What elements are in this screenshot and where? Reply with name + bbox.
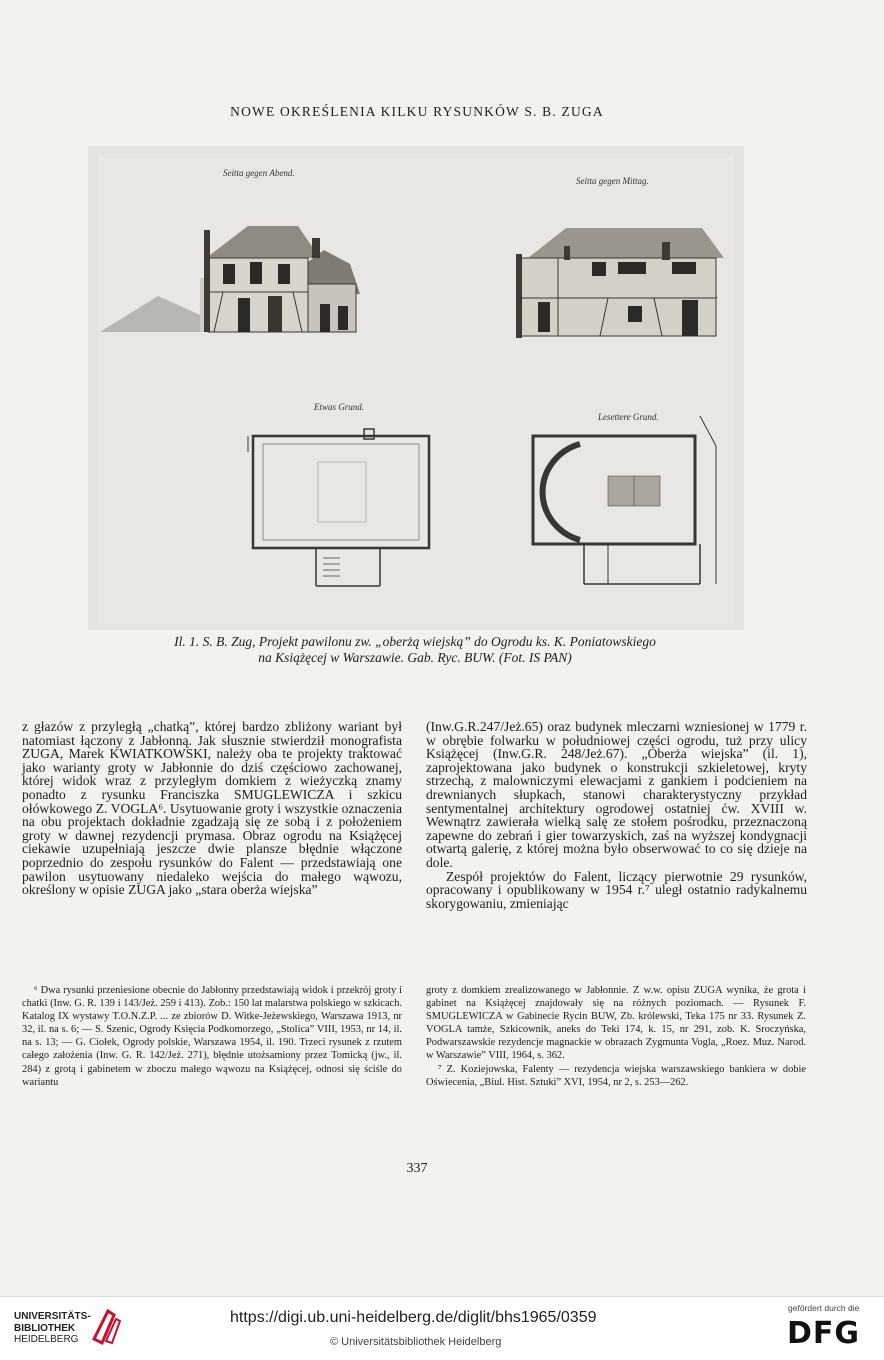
- running-head: NOWE OKREŚLENIA KILKU RYSUNKÓW S. B. ZUGA: [230, 104, 604, 119]
- dfg-logo[interactable]: DFG: [787, 1316, 861, 1351]
- footnote-7: ⁷ Z. Koziejowska, Falenty — rezydencja wiejska warszawskiego bankiera w dobie Oświecenia, „Biul. Hist. Sztuki” XVI, 1954, nr 2, s. 253—262.: [426, 1063, 806, 1088]
- body-column-left: [22, 720, 402, 897]
- paragraph: (Inw.G.R.247/Jeż.65) oraz budynek mleczarni wzniesionej w 1779 r. w obrębie folwarku w południowej części ogrodu, tuż przy ulicy Książęcej (Inw.G.R. 248/Jeż.67). „Oberża wiejska” (il. 1), zaprojektowana jako budynek o konstrukcji szkieletowej, kryty strzechą, z malowniczymi elewacjami z gankiem i podcieniem na drewnianych słupkach, stanowi charakterystyczny przykład sentymentalnej architektury ogrodowej ostatniej ćw. XVIII w. Wewnątrz zawierała wielką salę ze stołem pośrodku, przeznaczoną zapewne do zebrań i gier towarzyskich, zaś na wyższej kondygnacji otwartą galerię, z której można było obserwować to co się dzieje na dole.: [426, 719, 807, 870]
- caption-line-1: Il. 1. S. B. Zug, Projekt pawilonu zw. „oberżą wiejską” do Ogrodu ks. K. Poniatowskiego: [174, 634, 656, 649]
- footnotes-right: [426, 984, 806, 1089]
- library-line-2: BIBLIOTHEK: [14, 1322, 76, 1334]
- footnote-6: ⁶ Dwa rysunki przeniesione obecnie do Jabłonny przedstawiają widok i przekrój groty i chatki (Inw. G. R. 139 i 143/Jeż. 259 i 413). Zob.: 150 lat malarstwa polskiego w szkicach. Katalog IX wystawy T.O.N.Z.P. ... ze zbiorów D. Witke-Jeżewskiego, Warszawa 1913, nr 32, il. na s. 6; — S. Szenic, Ogrody Księcia Podkomorzego, „Stolica” VIII, 1953, nr 14, il. na s. 13; — G. Ciołek, Ogrody polskie, Warszawa 1954, il. 190. Trzeci rysunek z rzutem całego założenia (Inw. G. R. 142/Jeż. 271), błędnie utożsamiony przez Tomicką (jw., il. 284) z grotą i gabinetem w zboczu małego wąwozu na Książęcej, odnosi się ściśle do wariantu: [22, 985, 402, 1088]
- label-top-right: Seitta gegen Mittag.: [576, 176, 649, 186]
- figure-architectural-drawing: [88, 146, 744, 630]
- footnotes-left: [22, 984, 402, 1089]
- paragraph: z głazów z przyległą „chatką”, której bardzo zbliżony wariant był natomiast łączony z Jabłonną. Jak słusznie stwierdził monografista ZUGA, Marek KWIATKOWSKI, należy oba te projekty traktować jako warianty groty w Jabłonnie do dziś częściowo zachowanej, której widok wraz z przyległym domkiem z wieżyczką znamy ponadto z rysunku Franciszka SMUGLEWICZA i szkicu ołówkowego Z. VOGLA⁶. Usytuowanie groty i wszystkie oznaczenia na obu projektach dokładnie zgadzają się ze sobą i z położeniem groty w dawnej rezydencji prymasa. Obraz ogrodu na Książęcej ciekawie uzupełniają jeszcze dwie plansze błędnie włączone poprzednio do zespołu rysunków do Falent — przedstawiają one pawilon usytuowany niedaleko wejścia do małego wąwozu, określony w opisie ZUGA jako „stara oberża wiejska”: [22, 719, 402, 898]
- copyright-notice: © Universitätsbibliothek Heidelberg: [330, 1336, 502, 1348]
- library-line-1: UNIVERSITÄTS-: [14, 1311, 91, 1322]
- library-name[interactable]: [14, 1311, 91, 1346]
- funder-label: gefördert durch die: [788, 1303, 860, 1313]
- figure-caption: [90, 634, 740, 666]
- library-logo-icon: [90, 1305, 124, 1347]
- drawing-sheet: [88, 146, 744, 630]
- page-number: 337: [406, 1161, 428, 1176]
- footnote-6-continued: groty z domkiem zrealizowanego w Jabłonnie. Z w.w. opisu ZUGA wynika, że grota i gabinet na Książęcej znajdowały się na różnych poziomach. — Rysunek F. SMUGLEWICZA w Gabinecie Rycin BUW, Zb. królewski, Teka 175 nr 33. Rysunek Z. VOGLA tamże, Szkicownik, aneks do Teki 174, k. 15, nr 291, zob. K. Sroczyńska, Podwarszawskie rezydencje magnackie w obrazach Zygmunta Vogla, „Roez. Muz. Narod. w Warszawie” VIII, 1964, s. 362.: [426, 985, 806, 1062]
- caption-line-2: na Książęcej w Warszawie. Gab. Ryc. BUW. (Fot. IS PAN): [258, 650, 572, 665]
- label-bottom-left: Etwas Grund.: [314, 402, 365, 412]
- paragraph: Zespół projektów do Falent, liczący pierwotnie 29 rysunków, opracowany i opublikowany w 1954 r.⁷ uległ ostatnio radykalnemu skorygowaniu, zmieniając: [426, 868, 807, 911]
- body-column-right: [426, 720, 807, 910]
- library-line-3: HEIDELBERG: [14, 1334, 79, 1345]
- footer-bar: [0, 1296, 884, 1360]
- label-bottom-right: Lesettere Grund.: [598, 412, 659, 422]
- elevation-south: [516, 228, 724, 338]
- permalink-url[interactable]: https://digi.ub.uni-heidelberg.de/diglit/bhs1965/0359: [230, 1309, 597, 1326]
- label-top-left: Seitta gegen Abend.: [223, 168, 295, 178]
